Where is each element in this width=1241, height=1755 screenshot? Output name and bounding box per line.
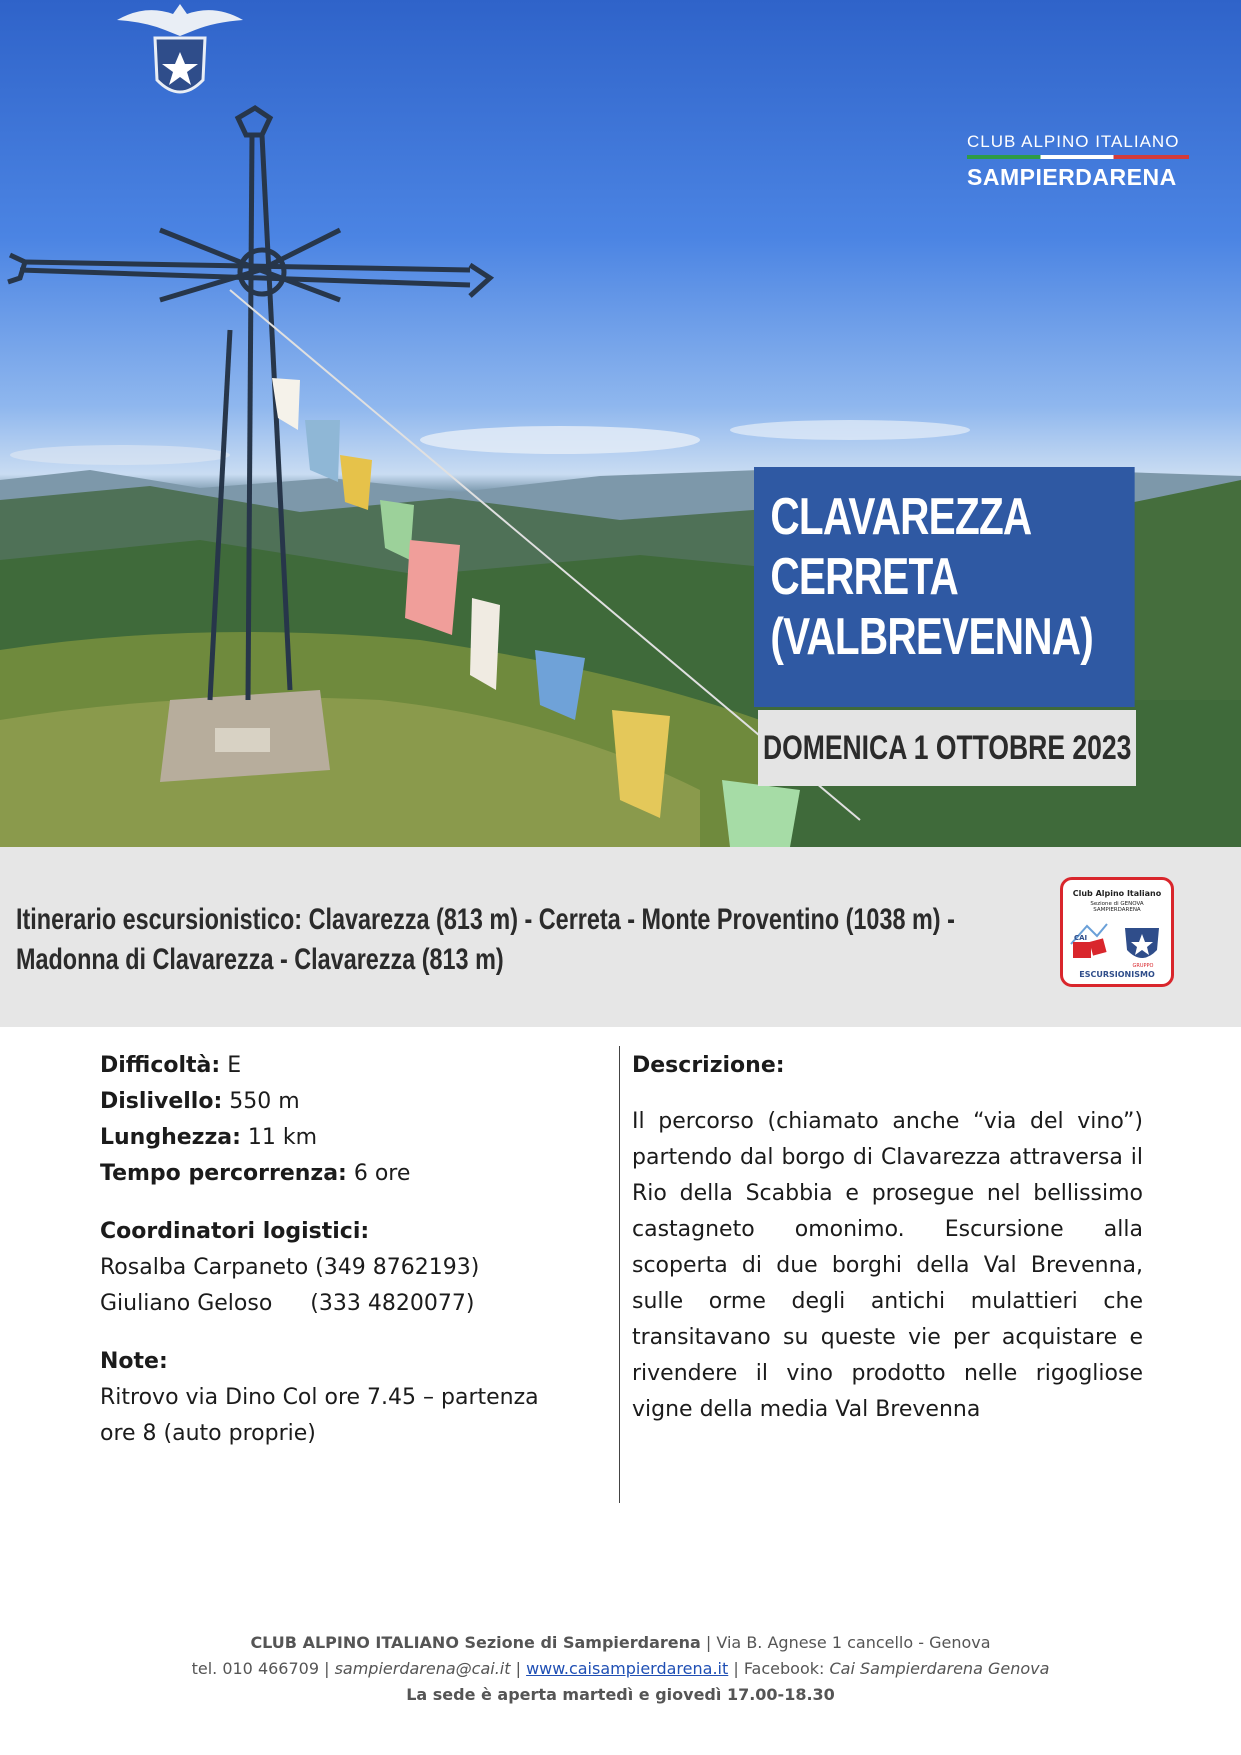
footer-hours: La sede è aperta martedì e giovedì 17.00-18.30 [406, 1685, 835, 1704]
note-text: Ritrovo via Dino Col ore 7.45 – partenza ore 8 (auto proprie) [100, 1385, 539, 1446]
footer-address: | Via B. Agnese 1 cancello - Genova [700, 1633, 991, 1652]
event-date [758, 710, 1136, 786]
logo-line-1: CLUB ALPINO ITALIANO [967, 132, 1180, 151]
footer-line-2: tel. 010 466709 | sampierdarena@cai.it | www.caisampierdarena.it | Facebook: Cai Sampierdarena Genova [191, 1659, 1050, 1678]
footer [0, 1630, 1241, 1708]
title-line-1: CLAVAREZZA [770, 488, 1032, 546]
dislivello-label: Dislivello: [100, 1089, 223, 1114]
event-title [754, 467, 1135, 707]
note-heading: Note: [100, 1349, 168, 1374]
coordinatori-heading: Coordinatori logistici: [100, 1219, 370, 1244]
footer-line-1 [0, 1630, 1241, 1656]
badge-line-1: Club Alpino Italiano [1072, 889, 1162, 898]
difficolta-label: Difficoltà: [100, 1053, 221, 1078]
logo-line-2: SAMPIERDARENA [967, 164, 1177, 190]
lunghezza-value: 11 km [240, 1125, 318, 1150]
footer-org: CLUB ALPINO ITALIANO Sezione di Sampierdarena [250, 1633, 701, 1652]
itinerary-line-1: Itinerario escursionistico: Clavarezza (813 m) - Cerreta - Monte Proventino (1038 m) - [16, 903, 955, 936]
footer-line-3 [0, 1682, 1241, 1708]
description-text: Il percorso (chiamato anche “via del vino”) partendo dal borgo di Clavarezza attraversa il Rio della Scabbia e prosegue nel bellissimo castagneto omonimo. Escursione alla scoperta di due borghi della Val Brevenna, sulle orme degli antichi mulattieri che transitavano su queste vie per acquistare e rivendere il vino prodotto nelle rigogliose vigne della media Val Brevenna [632, 1109, 1143, 1422]
title-line-3: (VALBREVENNA) [770, 608, 1093, 666]
coordinatore-1: Rosalba Carpaneto (349 8762193) [100, 1255, 480, 1280]
badge-line-3: SAMPIERDARENA [1093, 907, 1141, 913]
details-column [100, 1048, 600, 1452]
coordinatore-2-phone: (333 4820077) [310, 1291, 475, 1316]
tempo-value: 6 ore [346, 1161, 411, 1186]
difficolta-value: E [220, 1053, 242, 1078]
hero-photo [0, 0, 1241, 847]
tempo-row [100, 1156, 600, 1192]
gruppo-escursionismo-badge [1060, 877, 1174, 987]
footer-email-link[interactable]: sampierdarena@cai.it [334, 1659, 511, 1678]
footer-website-link[interactable]: www.caisampierdarena.it [526, 1659, 729, 1678]
description-column [632, 1048, 1143, 1428]
description-heading: Descrizione: [632, 1053, 785, 1078]
footer-facebook: Cai Sampierdarena Genova [829, 1659, 1050, 1678]
badge-gruppo: GRUPPO [1132, 963, 1154, 969]
event-date-text: DOMENICA 1 OTTOBRE 2023 [762, 728, 1132, 767]
cai-eagle-logo [0, 0, 360, 110]
column-divider [619, 1046, 620, 1503]
red-flag-icon [1073, 942, 1091, 958]
title-line-2: CERRETA [770, 548, 958, 606]
difficolta-row [100, 1048, 600, 1084]
coordinatore-2 [100, 1286, 600, 1322]
tempo-label: Tempo percorrenza: [100, 1161, 347, 1186]
logo-tricolor-stripe [967, 155, 1189, 159]
lunghezza-row [100, 1120, 600, 1156]
footer-tel: tel. 010 466709 | [191, 1659, 335, 1678]
dislivello-row [100, 1084, 600, 1120]
itinerary [16, 900, 955, 980]
coordinatore-2-name: Giuliano Geloso [100, 1291, 273, 1316]
badge-cai: CAI [1074, 934, 1088, 942]
dislivello-value: 550 m [222, 1089, 300, 1114]
badge-line-2: Sezione di GENOVA [1090, 901, 1144, 907]
itinerary-line-2: Madonna di Clavarezza - Clavarezza (813 m) [16, 943, 504, 976]
badge-escursionismo: ESCURSIONISMO [1079, 970, 1155, 979]
lunghezza-label: Lunghezza: [100, 1125, 241, 1150]
